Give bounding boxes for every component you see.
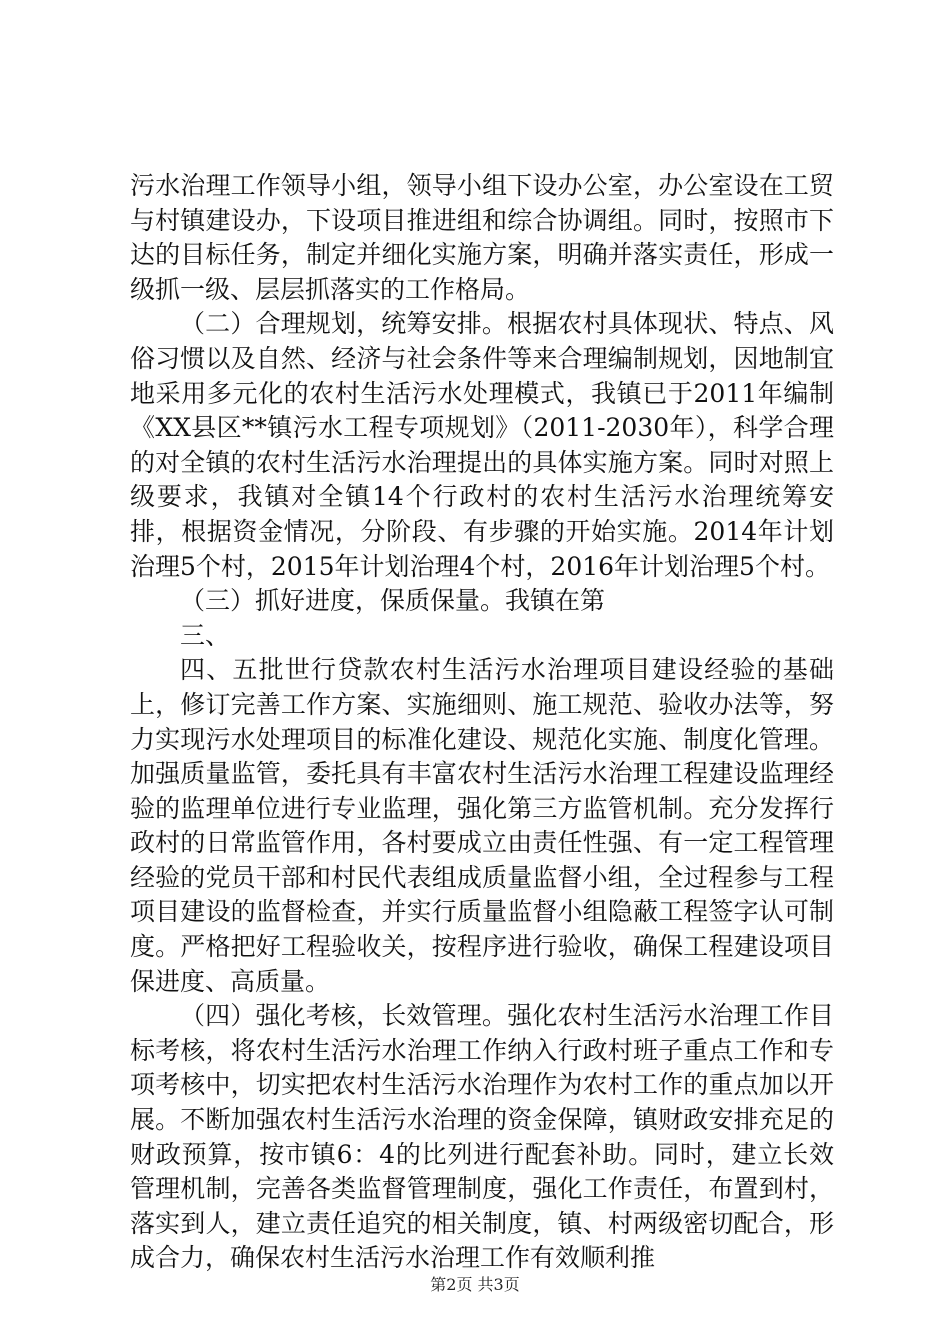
paragraph-4: 三、	[180, 620, 231, 650]
body-text	[130, 169, 834, 1276]
paragraph-1: 污水治理工作领导小组，领导小组下设办公室，办公室设在工贸与村镇建设办，下设项目推进组和综合协调组。同时，按照市下达的目标任务，制定并细化实施方案，明确并落实责任，形成一级抓一级、层层抓落实的工作格局。	[130, 171, 834, 304]
paragraph-2: （二）合理规划，统筹安排。根据农村具体现状、特点、风俗习惯以及自然、经济与社会条件等来合理编制规划，因地制宜地采用多元化的农村生活污水处理模式，我镇已于2011年编制《XX县区**镇污水工程专项规划》（2011-2030年），科学合理的对全镇的农村生活污水治理提出的具体实施方案。同时对照上级要求，我镇对全镇14个行政村的农村生活污水治理统筹安排，根据资金情况，分阶段、有步骤的开始实施。2014年计划治理5个村，2015年计划治理4个村，2016年计划治理5个村。	[130, 309, 834, 581]
paragraph-5: 四、五批世行贷款农村生活污水治理项目建设经验的基础上，修订完善工作方案、实施细则、施工规范、验收办法等，努力实现污水处理项目的标准化建设、规范化实施、制度化管理。加强质量监管，委托具有丰富农村生活污水治理工程建设监理经验的监理单位进行专业监理，强化第三方监管机制。充分发挥行政村的日常监管作用，各村要成立由责任性强、有一定工程管理经验的党员干部和村民代表组成质量监督小组，全过程参与工程项目建设的监督检查，并实行质量监督小组隐蔽工程签字认可制度。严格把好工程验收关，按程序进行验收，确保工程建设项目保进度、高质量。	[130, 655, 834, 996]
paragraph-3: （三）抓好进度，保质保量。我镇在第	[180, 586, 606, 616]
paragraph-6: （四）强化考核，长效管理。强化农村生活污水治理工作目标考核，将农村生活污水治理工作纳入行政村班子重点工作和专项考核中，切实把农村生活污水治理作为农村工作的重点加以开展。不断加强农村生活污水治理的资金保障，镇财政安排充足的财政预算，按市镇6：4的比列进行配套补助。同时，建立长效管理机制，完善各类监督管理制度，强化工作责任，布置到村，落实到人，建立责任追究的相关制度，镇、村两级密切配合，形成合力，确保农村生活污水治理工作有效顺利推	[130, 1001, 834, 1273]
page-number-footer: 第2页 共3页	[430, 1275, 520, 1294]
